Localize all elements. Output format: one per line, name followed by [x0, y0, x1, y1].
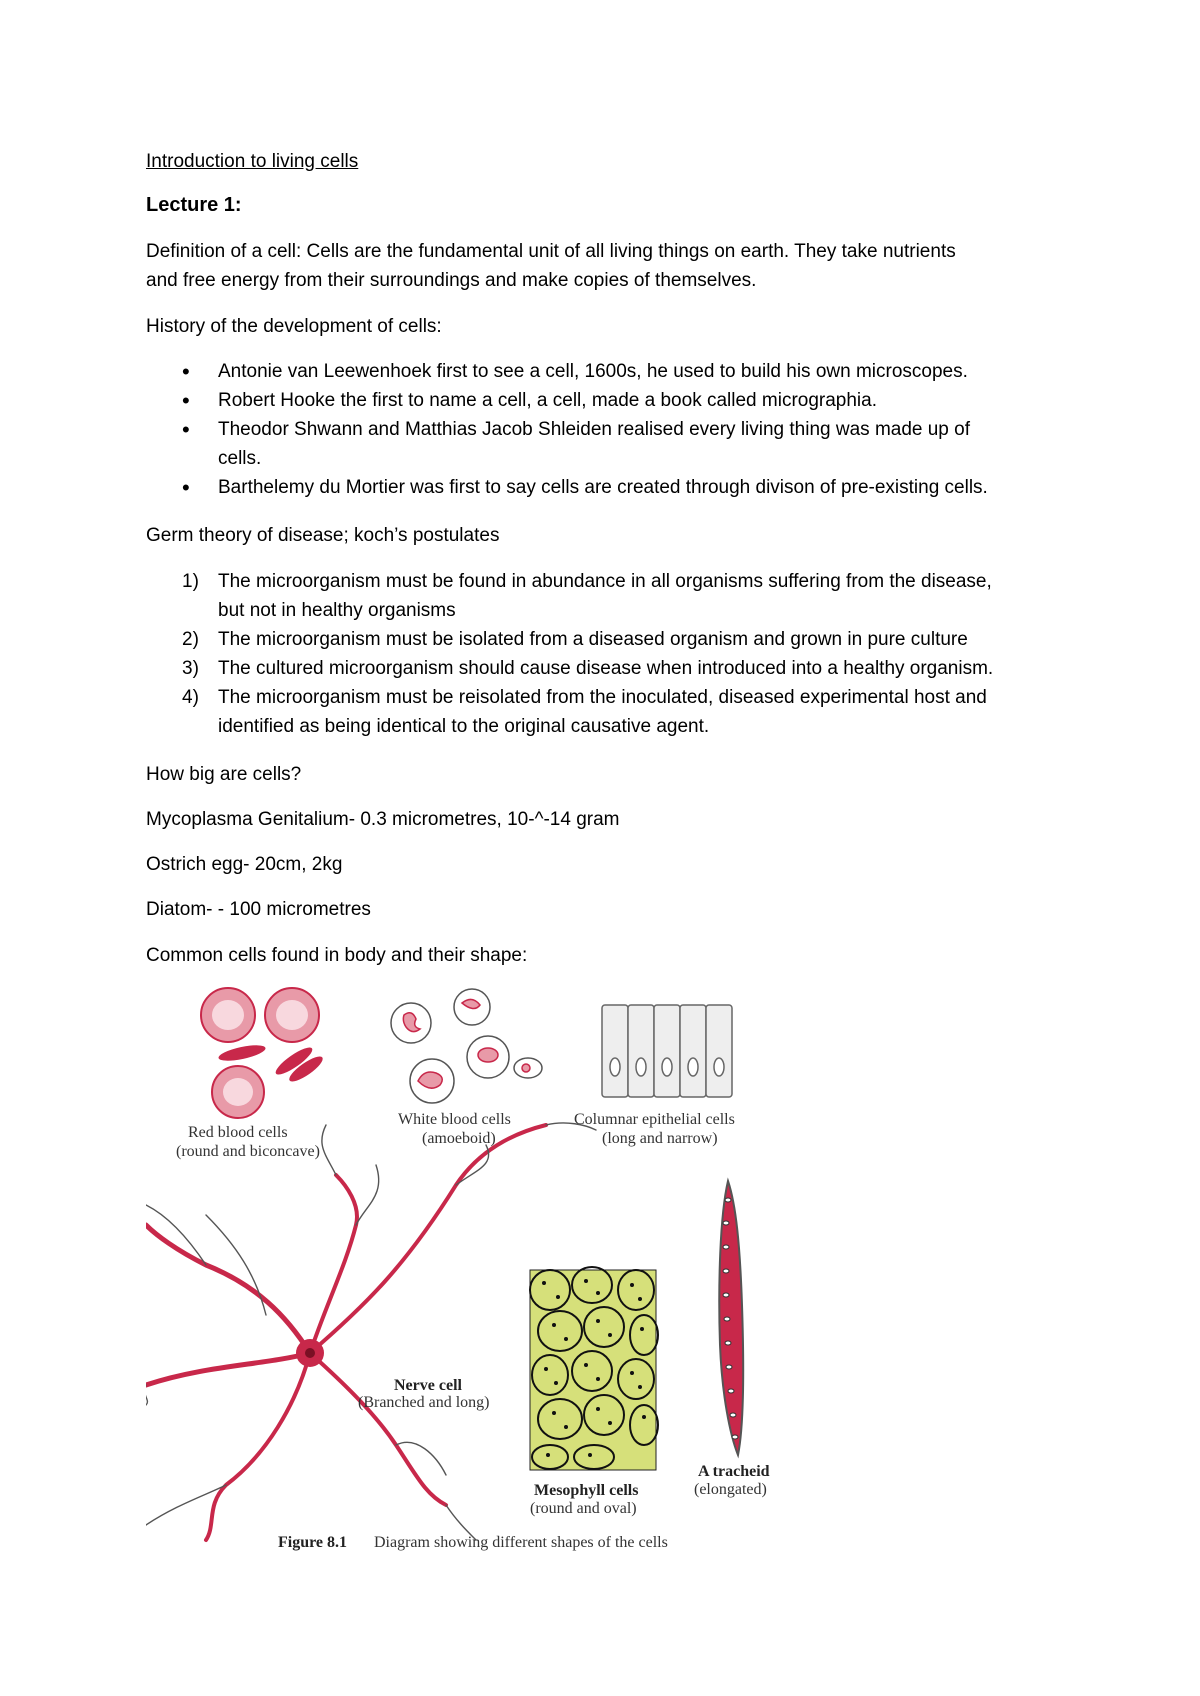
postulate-item-cont: but not in healthy organisms — [218, 600, 456, 621]
definition-line-2: and free energy from their surroundings and make copies of themselves. — [146, 270, 757, 291]
columnar-epithelial-cells-illustration — [602, 1005, 732, 1097]
postulate-item-cont: identified as being identical to the original causative agent. — [218, 716, 710, 737]
list-number: 1) — [182, 571, 199, 592]
history-item: Barthelemy du Mortier was first to say cells are created through divison of pre-existing cells. — [218, 477, 988, 498]
shapes-heading: Common cells found in body and their shape: — [146, 945, 528, 966]
list-number: 2) — [182, 629, 199, 650]
definition-line-1: Definition of a cell: Cells are the fundamental unit of all living things on earth. They take nutrients — [146, 241, 956, 262]
wbc-sublabel: (amoeboid) — [422, 1130, 496, 1147]
red-blood-cells-illustration — [201, 988, 326, 1118]
rbc-sublabel: (round and biconcave) — [176, 1143, 320, 1160]
tracheid-sublabel: (elongated) — [694, 1481, 767, 1498]
germ-heading: Germ theory of disease; koch’s postulates — [146, 525, 500, 546]
rbc-label: Red blood cells — [188, 1124, 288, 1141]
size-line: Diatom- - 100 micrometres — [146, 899, 371, 920]
doc-title: Introduction to living cells — [146, 151, 359, 172]
mesophyll-cells-illustration — [530, 1267, 658, 1470]
history-item: Antonie van Leewenhoek first to see a cell, 1600s, he used to build his own microscopes. — [218, 361, 968, 382]
postulate-item: The microorganism must be found in abundance in all organisms suffering from the disease, — [218, 571, 992, 592]
figure-caption-text: Diagram showing different shapes of the cells — [374, 1534, 668, 1551]
columnar-label: Columnar epithelial cells — [574, 1111, 735, 1128]
bullet-icon: • — [182, 388, 190, 413]
history-heading: History of the development of cells: — [146, 316, 442, 337]
nerve-sublabel: (Branched and long) — [358, 1394, 490, 1411]
cell-shapes-figure — [146, 985, 784, 1555]
size-line: Ostrich egg- 20cm, 2kg — [146, 854, 343, 875]
postulate-item: The microorganism must be isolated from a diseased organism and grown in pure culture — [218, 629, 968, 650]
columnar-sublabel: (long and narrow) — [602, 1130, 718, 1147]
white-blood-cells-illustration — [391, 989, 542, 1103]
list-number: 3) — [182, 658, 199, 679]
tracheid-label: A tracheid — [698, 1463, 770, 1480]
size-line: Mycoplasma Genitalium- 0.3 micrometres, 10-^-14 gram — [146, 809, 620, 830]
nerve-label: Nerve cell — [394, 1377, 462, 1394]
lecture-heading: Lecture 1: — [146, 194, 242, 216]
nerve-cell-illustration — [146, 1123, 596, 1540]
mesophyll-label: Mesophyll cells — [534, 1482, 639, 1499]
list-number: 4) — [182, 687, 199, 708]
mesophyll-sublabel: (round and oval) — [530, 1500, 637, 1517]
bullet-icon: • — [182, 475, 190, 500]
postulate-item: The cultured microorganism should cause disease when introduced into a healthy organism. — [218, 658, 994, 679]
bullet-icon: • — [182, 359, 190, 384]
figure-caption-number: Figure 8.1 — [278, 1534, 348, 1551]
postulate-item: The microorganism must be reisolated from the inoculated, diseased experimental host and — [218, 687, 987, 708]
tracheid-illustration — [719, 1181, 743, 1455]
history-item-cont: cells. — [218, 448, 262, 469]
size-heading: How big are cells? — [146, 764, 302, 785]
history-item: Robert Hooke the first to name a cell, a cell, made a book called micrographia. — [218, 390, 877, 411]
wbc-label: White blood cells — [398, 1111, 511, 1128]
bullet-icon: • — [182, 417, 190, 442]
history-item: Theodor Shwann and Matthias Jacob Shleiden realised every living thing was made up of — [218, 419, 971, 440]
